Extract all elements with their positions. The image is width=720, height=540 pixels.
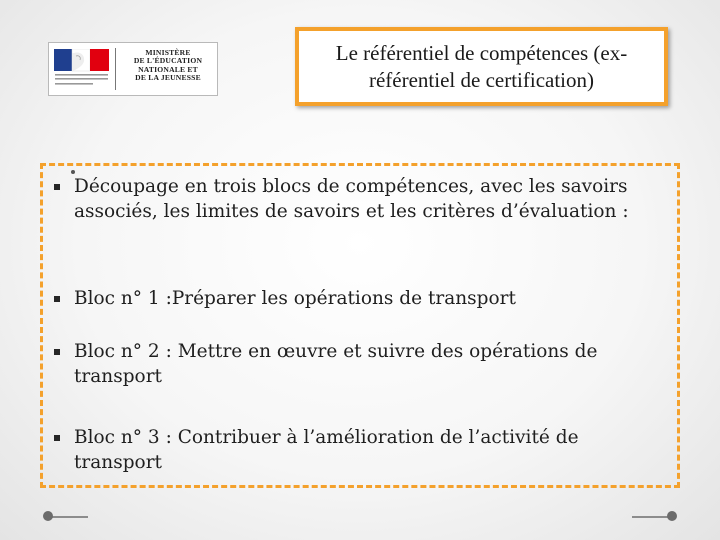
bullet-item	[54, 425, 666, 475]
decorative-corner-line	[48, 516, 88, 518]
bullet-square-icon	[54, 435, 60, 441]
slide-title-box	[295, 27, 668, 106]
decorative-dot	[667, 511, 677, 521]
bullet-square-icon	[54, 184, 60, 190]
bullet-text: Bloc n° 3 : Contribuer à l’amélioration de l’activité de transport	[74, 427, 579, 473]
ministry-line: DE LA JEUNESSE	[135, 73, 201, 83]
ministry-line: MINISTÈRE	[145, 48, 191, 57]
content-box	[40, 163, 680, 488]
ministry-line: DE L'ÉDUCATION	[133, 56, 203, 66]
ministry-name	[121, 49, 215, 83]
logo-divider	[115, 48, 116, 90]
bullet-item	[54, 339, 666, 389]
decorative-dot	[71, 170, 75, 174]
slide-title: Le référentiel de compétences (ex-référentiel de certification)	[335, 40, 628, 92]
decorative-corner-line	[632, 516, 672, 518]
marianne-flag-icon	[54, 49, 109, 89]
bullet-item	[54, 286, 666, 311]
ministry-line: NATIONALE ET	[138, 64, 198, 74]
bullet-text: Bloc n° 2 : Mettre en œuvre et suivre des opérations de transport	[74, 341, 598, 387]
bullet-text: Bloc n° 1 :Préparer les opérations de transport	[74, 288, 516, 309]
ministry-logo	[48, 42, 218, 96]
bullet-item	[54, 174, 666, 224]
bullet-text: Découpage en trois blocs de compétences, avec les savoirs associés, les limites de savoirs et les critères d’évaluation :	[74, 176, 629, 222]
decorative-dot	[43, 511, 53, 521]
bullet-square-icon	[54, 296, 60, 302]
bullet-square-icon	[54, 349, 60, 355]
